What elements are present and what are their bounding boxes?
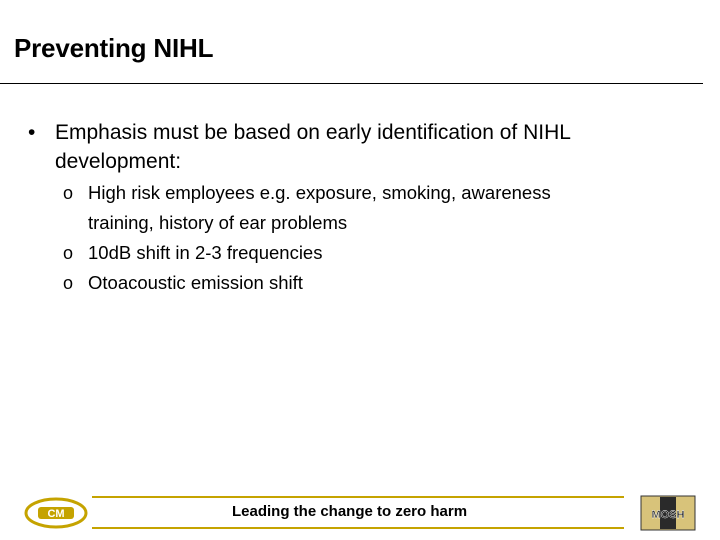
sub-bullet-marker: o [63,243,74,263]
footer-rule-bottom [92,527,624,529]
sub-bullet-list [0,178,700,298]
sub-bullet-text: 10dB shift in 2-3 frequencies [88,242,323,263]
sub-bullet-text: High risk employees e.g. exposure, smoking, awareness [88,182,551,203]
cm-logo [24,497,88,529]
sub-bullet-item [0,268,700,298]
sub-bullet-item [0,238,700,268]
title-divider [0,83,703,84]
footer-tagline: Leading the change to zero harm [232,503,468,520]
bullet-text-line2: development: [55,150,182,173]
sub-bullet-marker: o [63,273,74,293]
mosh-logo [640,495,696,531]
cm-logo-text: CM [47,508,65,520]
mosh-logo-text: MOSH [651,509,685,521]
bullet-text-line1: Emphasis must be based on early identification of NIHL [55,121,571,144]
sub-bullet-text-cont: training, history of ear problems [88,212,348,233]
sub-bullet-text: Otoacoustic emission shift [88,272,303,293]
sub-bullet-item [0,178,700,238]
sub-bullet-marker: o [63,183,74,203]
bullet-item [0,118,700,176]
bullet-marker: • [28,121,36,144]
slide-content [0,118,700,298]
slide-title: Preventing NIHL [14,33,214,63]
footer-rule-top [92,496,624,498]
